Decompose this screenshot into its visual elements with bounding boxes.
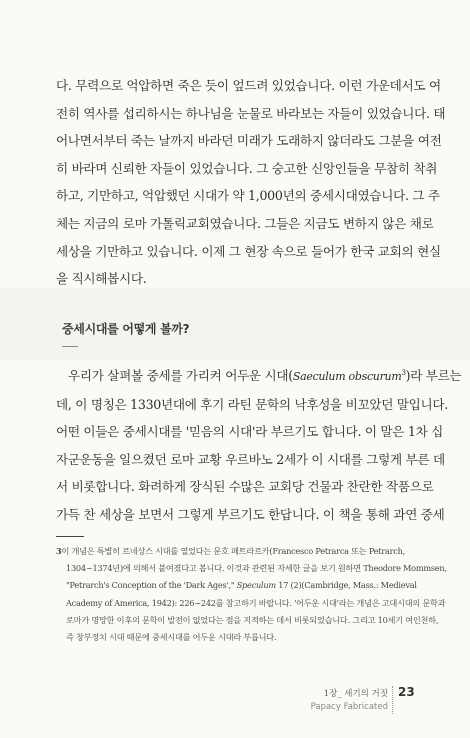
text-line: 가득 찬 세상을 보면서 그렇게 부르기도 한답니다. 이 책을 통해 과연 중세 xyxy=(56,506,445,522)
footnote-marker[interactable]: 3 xyxy=(401,368,406,377)
text-segment: )라 부르는 xyxy=(405,368,462,383)
footnote-3 xyxy=(56,543,447,646)
journal-title: Speculum xyxy=(236,580,276,591)
text-line: 세상을 기만하고 있습니다. 이제 그 현장 속으로 들어가 한국 교회의 현실 xyxy=(56,243,441,259)
footer-divider xyxy=(392,686,394,714)
text-line: 자군운동을 일으켰던 로마 교황 우르바노 2세가 이 시대를 그렇게 부른 데 xyxy=(56,451,445,467)
text-segment: 우리가 살펴볼 중세를 가리켜 어두운 시대( xyxy=(68,368,293,383)
text-line: 을 직시해봅시다. xyxy=(56,271,147,287)
paragraph-medieval xyxy=(56,362,462,529)
footnote-line xyxy=(56,543,406,560)
footnote-line: 로마가 명망한 이후의 문학이 발전이 없었다는 점을 지적하는 데서 비롯되었습니다. 그리고 10세기 여인천하, xyxy=(66,614,439,625)
heading-underline xyxy=(62,346,78,347)
text-line: 다. 무력으로 억압하면 죽은 듯이 엎드려 있었습니다. 이런 가운데서도 여 xyxy=(56,78,441,93)
latin-term: Saeculum obscurum xyxy=(292,370,402,383)
footnote-line: 1304~1374년)에 의해서 붙여졌다고 봅니다. 이것과 관련된 자세한 글을 보기 원하면 Theodore Mommsen, xyxy=(66,563,447,574)
running-footer-subtitle: Papacy Fabricated xyxy=(310,702,388,712)
running-footer-chapter: 1장_ 세기의 거짓 xyxy=(323,689,388,699)
footnote-text: "Petrarch's Conception of the 'Dark Ages'," xyxy=(66,580,237,591)
paragraph-continued xyxy=(56,72,446,293)
footnote-line: 즉 창부정치 시대 때문에 중세시대를 어두운 시대라 부릅니다. xyxy=(66,632,277,643)
text-line: 서 비롯합니다. 화려하게 장식된 수많은 교회당 건물과 찬란한 작품으로 xyxy=(56,479,434,495)
text-line: 전히 역사를 섭리하시는 하나님을 눈물로 바라보는 자들이 있었습니다. 태 xyxy=(56,105,446,121)
footnote-number: 3 xyxy=(56,546,62,556)
text-line-first xyxy=(56,362,462,391)
text-line: 체는 지금의 로마 가톨릭교회였습니다. 그들은 지금도 변하지 않은 채로 xyxy=(56,215,434,231)
footnote-line: Academy of America, 1942): 226~242를 참고하기 바랍니다. '어두운 시대'라는 개념은 고대시대의 문학과 xyxy=(66,597,446,608)
footnote-separator xyxy=(56,536,84,537)
text-line: 하고, 기만하고, 억압했던 시대가 약 1,000년의 중세시대였습니다. 그 주 xyxy=(56,188,440,204)
footnote-line xyxy=(56,577,417,594)
text-line: 어떤 이들은 중세시대를 '믿음의 시대'라 부르기도 합니다. 이 말은 1차 십 xyxy=(56,424,444,440)
section-heading: 중세시대를 어떻게 볼까? xyxy=(62,322,190,336)
footnote-text: 이 개념은 특별히 르네상스 시대를 열었다는 문호 페트라르카(Francesco Petrarca 또는 Petrarch, xyxy=(61,546,406,556)
text-line: 데, 이 명칭은 1330년대에 후기 라틴 문학의 낙후성을 비꼬았던 말입니다. xyxy=(56,396,448,412)
text-line: 어나면서부터 죽는 날까지 바라던 미래가 도래하지 않더라도 그분을 여전 xyxy=(56,133,442,149)
page-number: 23 xyxy=(398,685,415,699)
text-line: 히 바라며 신뢰한 자들이 있었습니다. 그 숭고한 신앙인들을 무참히 착취 xyxy=(56,160,438,176)
footnote-text: 17 (2)(Cambridge, Mass.: Medieval xyxy=(275,580,417,591)
